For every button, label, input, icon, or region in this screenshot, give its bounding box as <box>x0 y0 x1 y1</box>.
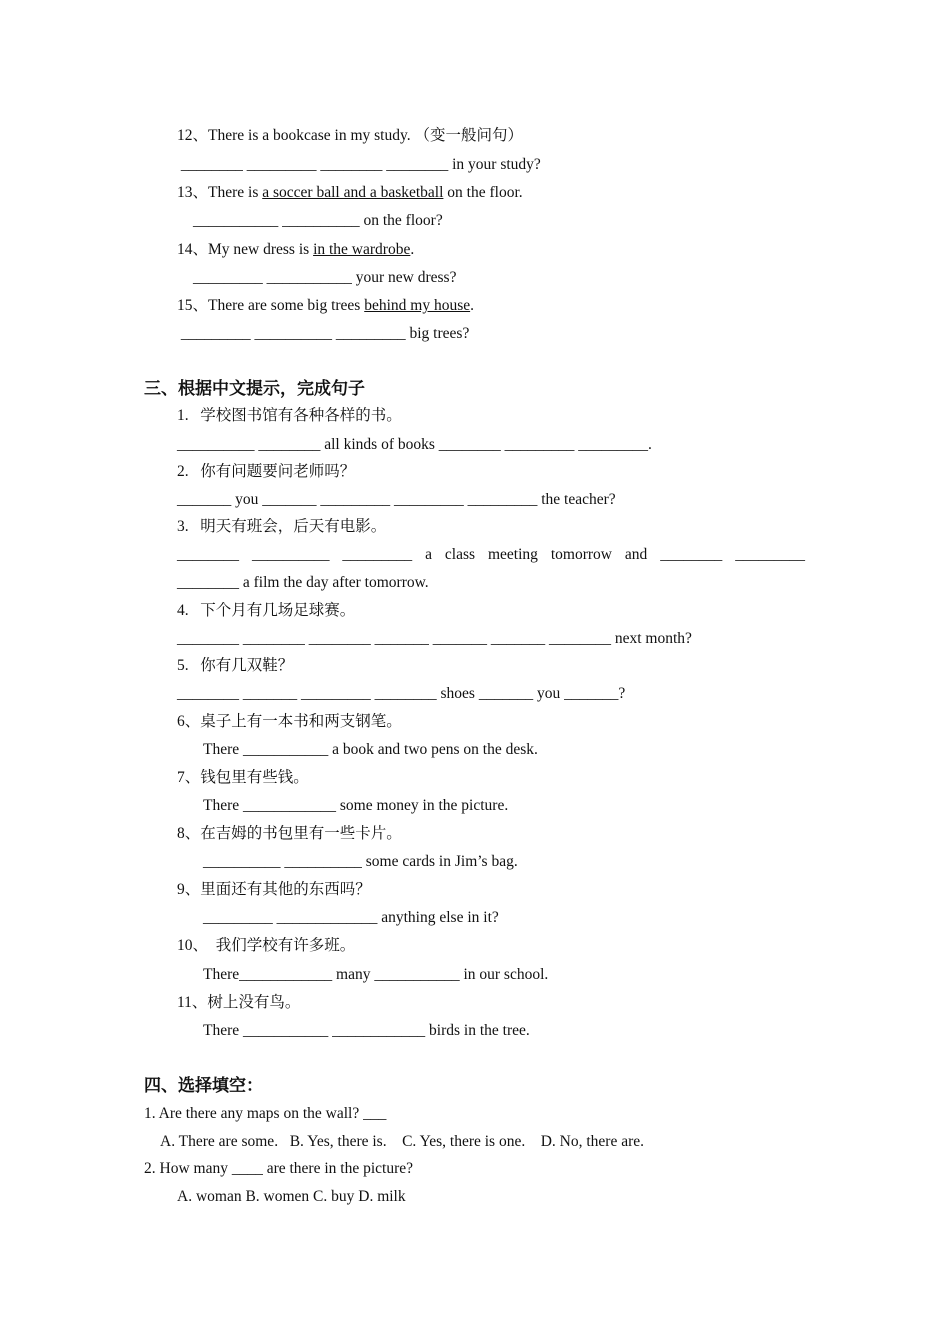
word: _________ <box>342 546 413 563</box>
word: _________ <box>735 546 805 563</box>
word: __________ <box>251 546 330 563</box>
question-15 <box>177 296 474 316</box>
s3-item-9-chinese: 9、里面还有其他的东西吗？ <box>177 881 371 898</box>
question-13 <box>177 183 523 203</box>
s3-item-10-english: There____________ many ___________ in our school. <box>203 966 549 983</box>
answer-line-12: ________ _________ ________ ________ in your study? <box>177 156 541 173</box>
s4-question-1: 1. Are there any maps on the wall? ___ <box>144 1105 387 1122</box>
s3-item-5-chinese: 5. 你有几双鞋？ <box>177 657 294 674</box>
s3-item-4-chinese: 4. 下个月有几场足球赛。 <box>177 602 356 619</box>
section-4-heading: 四、选择填空： <box>144 1076 263 1096</box>
s3-item-8-chinese: 8、在吉姆的书包里有一些卡片。 <box>177 825 402 842</box>
question-13-pre: 13、There is <box>177 184 263 201</box>
question-14-post: . <box>410 241 415 258</box>
question-13-post: on the floor. <box>443 184 523 201</box>
question-15-post: . <box>470 297 474 314</box>
s3-item-6-chinese: 6、桌子上有一本书和两支钢笔。 <box>177 713 402 730</box>
s4-question-2-options: A. woman B. women C. buy D. milk <box>177 1188 406 1205</box>
answer-line-14: _________ ___________ your new dress? <box>193 269 457 286</box>
question-15-underlined: behind my house <box>364 297 471 314</box>
s3-item-2-english: _______ you _______ _________ _________ _________ the teacher? <box>177 491 616 508</box>
s3-item-11-chinese: 11、树上没有鸟。 <box>177 994 301 1011</box>
s4-question-2: 2. How many ____ are there in the picture? <box>144 1160 414 1177</box>
question-13-underlined: a soccer ball and a basketball <box>262 184 444 201</box>
s3-item-3-english <box>177 545 805 565</box>
s3-item-5-english: ________ _______ _________ ________ shoes _______ you _______? <box>177 685 626 702</box>
answer-line-13: ___________ __________ on the floor? <box>193 212 443 229</box>
question-14 <box>177 240 414 260</box>
question-15-pre: 15、There are some big trees <box>177 297 365 314</box>
s3-item-2-chinese: 2. 你有问题要问老师吗？ <box>177 463 356 480</box>
word: and <box>624 546 648 563</box>
s4-question-1-options: A. There are some. B. Yes, there is. C. Yes, there is one. D. No, there are. <box>160 1133 644 1150</box>
s3-item-6-english: There ___________ a book and two pens on the desk. <box>203 741 538 758</box>
question-14-underlined: in the wardrobe <box>313 241 411 258</box>
word: ________ <box>177 546 239 563</box>
s3-item-4-english: ________ ________ ________ _______ _______ _______ ________ next month? <box>177 630 692 647</box>
word: class <box>444 546 476 563</box>
s3-item-7-english: There ____________ some money in the picture. <box>203 797 509 814</box>
s3-item-1-chinese: 1. 学校图书馆有各种各样的书。 <box>177 407 402 424</box>
section-3-heading: 三、根据中文提示，完成句子 <box>144 379 365 399</box>
s3-item-7-chinese: 7、钱包里有些钱。 <box>177 769 309 786</box>
answer-line-15: _________ __________ _________ big trees? <box>177 325 470 342</box>
word: tomorrow <box>550 546 612 563</box>
word: ________ <box>660 546 723 563</box>
s3-item-9-english: _________ _____________ anything else in it? <box>203 909 499 926</box>
s3-item-10-chinese: 10、 我们学校有许多班。 <box>177 937 356 954</box>
question-12: 12、There is a bookcase in my study. （变一般问句） <box>177 127 523 144</box>
s3-item-8-english: __________ __________ some cards in Jim’s bag. <box>203 853 518 870</box>
question-14-pre: 14、My new dress is <box>177 241 314 258</box>
s3-item-11-english: There ___________ ____________ birds in the tree. <box>203 1022 530 1039</box>
s3-item-3-english-cont: ________ a film the day after tomorrow. <box>177 574 429 591</box>
word: a <box>425 546 432 563</box>
s3-item-1-english: __________ ________ all kinds of books ________ _________ _________. <box>177 436 652 453</box>
s3-item-3-chinese: 3. 明天有班会，后天有电影。 <box>177 518 387 535</box>
word: meeting <box>487 546 538 563</box>
